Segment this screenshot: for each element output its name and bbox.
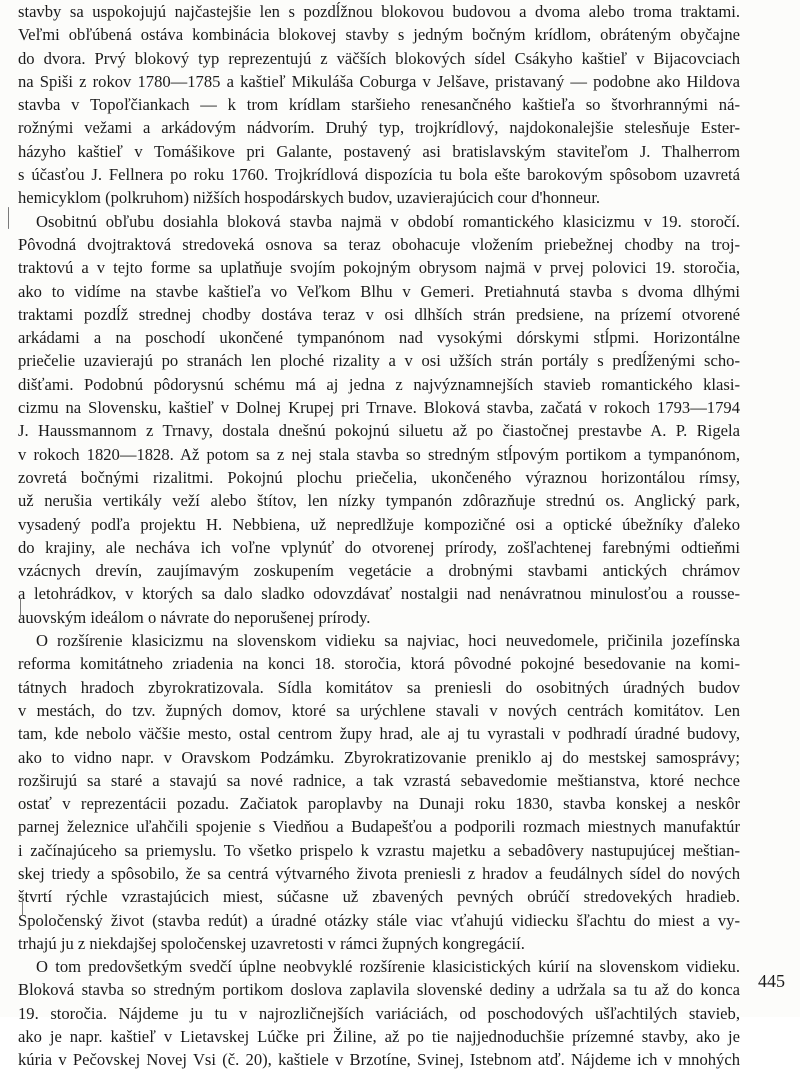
- body-text: [18, 0, 740, 1072]
- text-line: parnej železnice uľahčili spojenie s Viedňou a Budapešťou a podporili rozmach miestnych manufaktúr: [18, 817, 740, 837]
- text-line: Bloková stavba so stredným portikom doslova zaplavila slovenské dediny a udržala sa tu až do konca: [18, 980, 740, 1000]
- text-line: štvrtí rýchle vzrastajúcich miest, súčasne už zbavených pevných obrúčí stredovekých hradieb.: [18, 887, 740, 907]
- margin-pencil-mark: [20, 598, 21, 618]
- text-line: O tom predovšetkým svedčí úplne neobvyklé rozšírenie klasicistických kúrií na slovenskom vidieku.: [36, 957, 740, 977]
- text-line: rozširujú sa staré a stavajú sa nové radnice, a tak vzrastá sebavedomie meštianstva, ktoré nechce: [18, 770, 740, 790]
- text-line: zovretá bočnými rizalitmi. Pokojnú plochu priečelia, ukončeného výraznou horizontálou rímsy,: [18, 467, 740, 487]
- text-line: J. Haussmannom z Trnavy, dostala dnešnú pokojnú siluetu až po čiastočnej prestavbe A. P. Rigela: [18, 421, 740, 441]
- text-line: už nerušia vertikály veží alebo štítov, len nízky tympanón zdôrazňuje strednú os. Anglický park,: [18, 491, 740, 511]
- text-line: Pôvodná dvojtraktová stredoveká osnova sa teraz obohacuje vložením priebežnej chodby na troj-: [18, 234, 740, 254]
- text-line: vzácnych drevín, zaujímavým zoskupením vegetácie a drobnými stavbami antických chrámov: [18, 561, 740, 581]
- text-line: vysadený podľa projektu H. Nebbiena, už nepredlžuje kompozičné osi a optické úbežníky ďaleko: [18, 514, 740, 534]
- margin-pencil-mark: [8, 207, 9, 229]
- text-line: priečelie uzavierajú po stranách len ploché rizality a v osi užších strán portály s predĺženými scho-: [18, 351, 740, 371]
- text-line: traktami pozdĺž strednej chodby dostáva teraz v osi dlhších strán predsiene, na prízemí otvorené: [18, 304, 740, 324]
- text-line: rožnými vežami a arkádovým nádvorím. Druhý typ, trojkrídlový, najdokonalejšie stelesňuje Ester-: [18, 118, 740, 138]
- text-line: hemicyklom (polkruhom) nižších hospodárskych budov, uzavierajúcich cour d'honneur.: [18, 188, 601, 208]
- text-line: do dvora. Prvý blokový typ reprezentujú z väčších blokových sídel Csákyho kaštieľ v Bijacovciach: [18, 48, 740, 68]
- text-line: Spoločenský život (stavba redút) a úradné otázky stále viac vťahujú vidiecku šľachtu do miest a vy-: [18, 910, 740, 930]
- text-line: traktovú a v tejto forme sa uplatňuje svojím pokojným obrysom najmä v prvej polovici 19. storočia,: [18, 258, 740, 278]
- text-line: Osobitnú obľubu dosiahla bloková stavba najmä v období romantického klasicizmu v 19. storočí.: [36, 211, 740, 231]
- text-line: tam, kde nebolo väčšie mesto, ostal centrom župy hrad, ale aj tu vyrastali v podhradí úradné budovy,: [18, 724, 740, 744]
- text-line: 19. storočia. Nájdeme ju tu v najrozličnejších variáciách, od poschodových ušľachtilých stavieb,: [18, 1003, 740, 1023]
- text-line: cizmu na Slovensku, kaštieľ v Dolnej Krupej pri Trnave. Bloková stavba, začatá v rokoch 1793—1794: [18, 398, 740, 418]
- text-line: O rozšírenie klasicizmu na slovenskom vidieku sa najviac, hoci neuvedomele, pričinila jozefínska: [36, 631, 740, 651]
- text-line: kúria v Pečovskej Novej Vsi (č. 20), kaštiele v Brzotíne, Svinej, Istebnom atď. Nájdeme ich v mnohých: [18, 1050, 740, 1070]
- text-line: do krajiny, ale necháva ich voľne vplynúť do otvorenej prírody, zošľachtenej farebnými odtieňmi: [18, 537, 740, 557]
- text-line: stavby sa uspokojujú najčastejšie len s pozdĺžnou blokovou budovou a dvoma alebo troma traktami.: [18, 2, 740, 21]
- text-line: s účasťou J. Fellnera po roku 1760. Trojkrídlová dispozícia tu bola ešte barokovým spôsobom uzavretá: [18, 165, 740, 185]
- text-line: házyho kaštieľ v Tomášikove pri Galante, postavený asi bratislavským staviteľom J. Thalherrom: [18, 141, 740, 161]
- text-line: v rokoch 1820—1828. Až potom sa z nej stala stavba so stredným stĺpovým portikom a tympanónom,: [18, 444, 740, 464]
- text-line: i začínajúceho sa priemyslu. To všetko prispelo k vzrastu majetku a sebadôvery nastupujúcej meštian-: [18, 840, 740, 860]
- text-line: Veľmi obľúbená ostáva kombinácia blokovej stavby s jedným bočným krídlom, obráteným obyčajne: [18, 25, 740, 45]
- text-line: ostať v reprezentácii pozadu. Začiatok paroplavby na Dunaji roku 1830, stavba konskej a neskôr: [18, 794, 740, 814]
- text-line: arkádami a na poschodí ukončené tympanónom nad vysokými dórskymi stĺpmi. Horizontálne: [18, 328, 740, 348]
- text-line: stavba v Topoľčiankach — k trom krídlam staršieho renesančného kaštieľa so štvorhrannými ná-: [18, 95, 740, 115]
- text-line: reforma komitátneho zriadenia na konci 18. storočia, ktorá pôvodné pokojné besedovanie na komi-: [18, 654, 740, 674]
- text-line: v mestách, do tzv. župných domov, ktoré sa urýchlene stavali v nových centrách komitátov. Len: [18, 700, 740, 720]
- text-line: ako to vidíme na stavbe kaštieľa vo Veľkom Blhu v Gemeri. Pretiahnutá stavba s dvoma dlhými: [18, 281, 740, 301]
- text-line: na Spiši z rokov 1780—1785 a kaštieľ Mikuláša Coburga v Jelšave, pristavaný — podobne ako Hildova: [18, 71, 740, 91]
- text-line: ako je napr. kaštieľ v Lietavskej Lúčke pri Žiline, až po tie najjednoduchšie prízemné stavby, ako je: [18, 1027, 740, 1047]
- text-line: auovským ideálom o návrate do neporušenej prírody.: [18, 607, 371, 627]
- text-line: dišťami. Podobnú pôdorysnú schému má aj jedna z najvýznamnejších stavieb romantického klasi-: [18, 374, 740, 394]
- text-line: skej triedy a spôsobilo, že sa centrá výtvarného života preniesli z hradov a feudálnych sídel do nových: [18, 863, 740, 883]
- margin-pencil-mark: [22, 896, 23, 916]
- text-line: a letohrádkov, v ktorých sa dalo sladko odovzdávať nostalgii nad nenávratnou minulosťou a rousse-: [18, 584, 740, 604]
- text-line: trhajú ju z niekdajšej spoločenskej uzavretosti v rámci župných kongregácií.: [18, 933, 525, 953]
- text-line: ako to vidno napr. v Oravskom Podzámku. Zbyrokratizovanie preniklo aj do mestskej samosprávy;: [18, 747, 740, 767]
- page-number: 445: [758, 971, 785, 991]
- text-line: tátnych hradoch zbyrokratizovala. Sídla komitátov sa preniesli do osobitných úradných budov: [18, 677, 740, 697]
